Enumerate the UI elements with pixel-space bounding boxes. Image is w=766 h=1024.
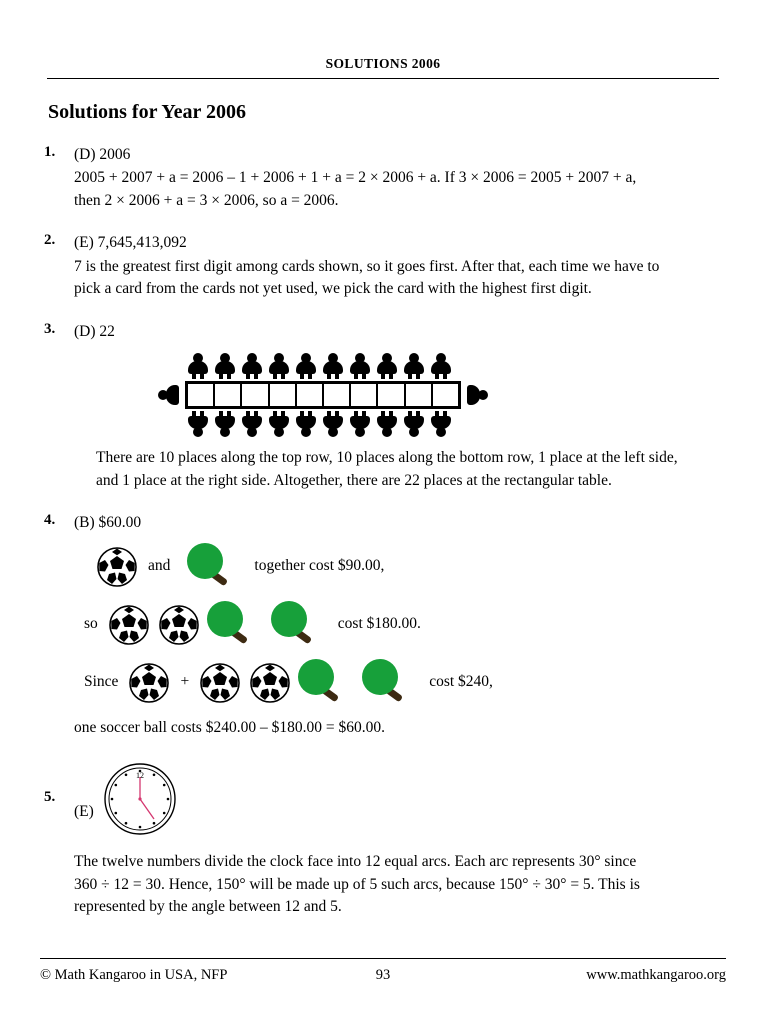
table-cells xyxy=(188,384,458,406)
person-icon xyxy=(404,411,424,437)
svg-text:12: 12 xyxy=(135,771,144,781)
person-icon xyxy=(269,411,289,437)
person-icon xyxy=(323,353,343,379)
answer-line: (D) 2006 xyxy=(74,146,131,163)
soccer-ball-icon xyxy=(128,662,170,704)
problem-number: 4. xyxy=(44,512,56,529)
solution-item-3 xyxy=(40,321,726,492)
problem-number: 3. xyxy=(44,320,56,337)
ping-pong-paddle-icon xyxy=(291,657,355,709)
answer-line: (E) 7,645,413,092 xyxy=(74,234,187,252)
cost-text: together cost $90.00, xyxy=(254,557,385,575)
ping-pong-paddle-icon xyxy=(264,599,328,651)
ping-pong-paddle-icon xyxy=(355,657,419,709)
person-icon xyxy=(215,353,235,379)
problem-body xyxy=(74,512,726,739)
equation-row-1 xyxy=(96,541,726,593)
person-icon xyxy=(462,385,488,405)
person-icon xyxy=(215,411,235,437)
soccer-ball-icon xyxy=(199,662,241,704)
problem-number: 2. xyxy=(44,232,56,249)
person-icon xyxy=(431,411,451,437)
ping-pong-paddle-icon xyxy=(200,599,264,651)
soccer-ball-icon xyxy=(158,604,200,646)
person-icon xyxy=(377,411,397,437)
person-icon xyxy=(188,353,208,379)
answer-line: (B) $60.00 xyxy=(74,514,142,532)
person-icon xyxy=(296,411,316,437)
person-icon xyxy=(350,411,370,437)
problem-number: 5. xyxy=(44,789,56,806)
explanation-line: and 1 place at the right side. Altogether, there are 22 places at the rectangular table. xyxy=(96,471,612,489)
plus-sign: + xyxy=(180,673,190,691)
footer-page-number: 93 xyxy=(375,967,391,983)
soccer-ball-icon xyxy=(108,604,150,646)
person-icon xyxy=(431,353,451,379)
solution-item-2 xyxy=(40,232,726,300)
person-icon xyxy=(158,385,184,405)
explanation-line: 7 is the greatest first digit among cards shown, so it goes first. After that, each time we have to xyxy=(74,257,660,275)
running-header: SOLUTIONS 2006 xyxy=(325,56,441,71)
problem-body xyxy=(74,232,726,300)
problem-body xyxy=(74,144,726,212)
and-label: and xyxy=(148,557,171,575)
since-label: Since xyxy=(84,673,119,691)
answer-line: (D) 22 xyxy=(74,322,115,340)
explanation-line: The twelve numbers divide the clock face into 12 equal arcs. Each arc represents 30° since xyxy=(74,853,637,871)
footer-website: www.mathkangaroo.org xyxy=(586,967,726,983)
page-title: Solutions for Year 2006 xyxy=(48,101,246,123)
problem-body xyxy=(74,761,726,918)
ping-pong-paddle-icon xyxy=(180,541,244,593)
explanation-line: 2005 + 2007 + a = 2006 – 1 + 2006 + 1 + a = 2 × 2006 + a. If 3 × 2006 = 2005 + 2007 + a, xyxy=(74,169,637,187)
page-footer xyxy=(40,958,726,984)
person-icon xyxy=(242,411,262,437)
soccer-ball-icon xyxy=(249,662,291,704)
rectangular-table-figure xyxy=(158,353,488,437)
person-icon xyxy=(242,353,262,379)
explanation-line: There are 10 places along the top row, 10 places along the bottom row, 1 place at the left side, xyxy=(96,449,678,467)
explanation-line: one soccer ball costs $240.00 – $180.00 = $60.00. xyxy=(74,718,385,736)
soccer-ball-icon xyxy=(96,546,138,588)
equation-row-3 xyxy=(74,657,726,709)
answer-line: (E) xyxy=(74,803,94,821)
person-icon xyxy=(404,353,424,379)
cost-text: cost $180.00. xyxy=(337,615,421,633)
solution-item-1 xyxy=(40,144,726,212)
explanation-line: 360 ÷ 12 = 30. Hence, 150° will be made up of 5 such arcs, because 150° ÷ 30° = 5. This is xyxy=(74,875,640,893)
so-label: so xyxy=(84,615,98,633)
solution-item-4 xyxy=(40,512,726,739)
problem-body xyxy=(74,321,726,492)
person-icon xyxy=(350,353,370,379)
person-icon xyxy=(269,353,289,379)
problem-number: 1. xyxy=(44,144,56,160)
cost-text: cost $240, xyxy=(429,673,493,691)
person-icon xyxy=(323,411,343,437)
header-rule xyxy=(47,78,719,79)
person-icon xyxy=(188,411,208,437)
solution-item-5 xyxy=(40,761,726,918)
explanation-line: pick a card from the cards not yet used, we pick the card with the highest first digit. xyxy=(74,280,592,298)
person-icon xyxy=(377,353,397,379)
footer-copyright: © Math Kangaroo in USA, NFP xyxy=(40,967,228,983)
equation-row-2 xyxy=(74,599,726,651)
explanation-line: then 2 × 2006 + a = 3 × 2006, so a = 2006. xyxy=(74,191,339,209)
explanation-line: represented by the angle between 12 and 5. xyxy=(74,898,342,916)
clock-face-icon xyxy=(102,761,178,837)
person-icon xyxy=(296,353,316,379)
